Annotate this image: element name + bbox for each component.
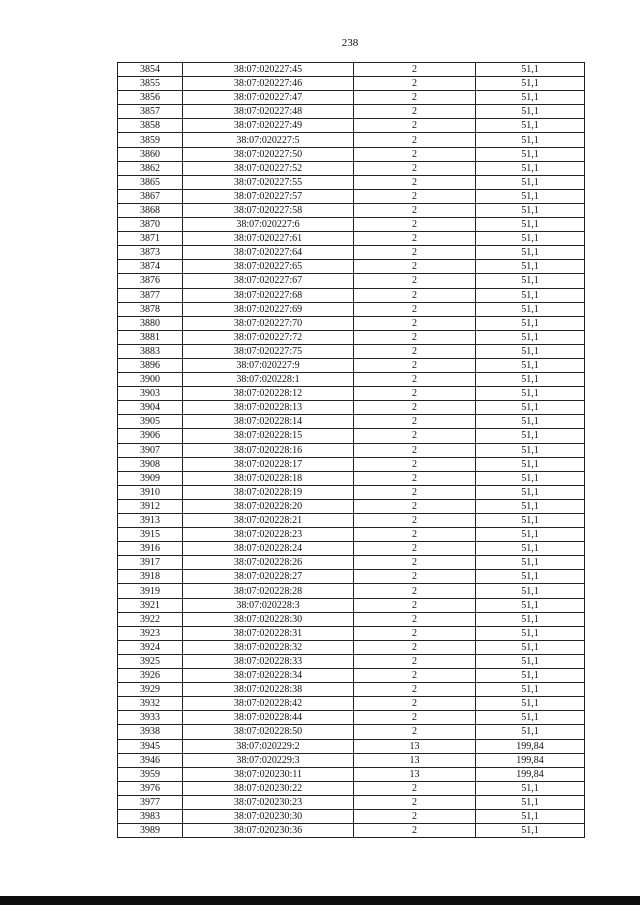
- area-cell: 51,1: [476, 344, 585, 358]
- count-cell: 2: [354, 542, 476, 556]
- cadastral-number-cell: 38:07:020228:28: [183, 584, 354, 598]
- table-row: [118, 471, 585, 485]
- count-cell: 2: [354, 612, 476, 626]
- area-cell: 51,1: [476, 175, 585, 189]
- table-row: [118, 415, 585, 429]
- area-cell: 51,1: [476, 697, 585, 711]
- area-cell: 51,1: [476, 528, 585, 542]
- table-row: [118, 824, 585, 838]
- table-row: [118, 387, 585, 401]
- row-number-cell: 3946: [118, 753, 183, 767]
- cadastral-number-cell: 38:07:020227:61: [183, 232, 354, 246]
- row-number-cell: 3907: [118, 443, 183, 457]
- count-cell: 2: [354, 189, 476, 203]
- area-cell: 51,1: [476, 274, 585, 288]
- area-cell: 51,1: [476, 218, 585, 232]
- table-row: [118, 809, 585, 823]
- count-cell: 2: [354, 119, 476, 133]
- count-cell: 2: [354, 105, 476, 119]
- cadastral-number-cell: 38:07:020228:19: [183, 485, 354, 499]
- count-cell: 2: [354, 218, 476, 232]
- count-cell: 2: [354, 640, 476, 654]
- area-cell: 51,1: [476, 626, 585, 640]
- row-number-cell: 3873: [118, 246, 183, 260]
- area-cell: 51,1: [476, 683, 585, 697]
- cadastral-number-cell: 38:07:020228:50: [183, 725, 354, 739]
- cadastral-number-cell: 38:07:020228:42: [183, 697, 354, 711]
- row-number-cell: 3921: [118, 598, 183, 612]
- count-cell: 2: [354, 683, 476, 697]
- count-cell: 2: [354, 246, 476, 260]
- cadastral-number-cell: 38:07:020228:38: [183, 683, 354, 697]
- table-row: [118, 443, 585, 457]
- row-number-cell: 3862: [118, 161, 183, 175]
- cadastral-number-cell: 38:07:020227:5: [183, 133, 354, 147]
- area-cell: 199,84: [476, 767, 585, 781]
- table-row: [118, 147, 585, 161]
- cadastral-number-cell: 38:07:020230:11: [183, 767, 354, 781]
- count-cell: 2: [354, 91, 476, 105]
- count-cell: 2: [354, 147, 476, 161]
- cadastral-number-cell: 38:07:020227:58: [183, 203, 354, 217]
- count-cell: 2: [354, 528, 476, 542]
- count-cell: 2: [354, 795, 476, 809]
- cadastral-number-cell: 38:07:020227:69: [183, 302, 354, 316]
- count-cell: 2: [354, 485, 476, 499]
- row-number-cell: 3876: [118, 274, 183, 288]
- row-number-cell: 3867: [118, 189, 183, 203]
- cadastral-number-cell: 38:07:020227:75: [183, 344, 354, 358]
- area-cell: 51,1: [476, 373, 585, 387]
- table-row: [118, 514, 585, 528]
- count-cell: 2: [354, 373, 476, 387]
- row-number-cell: 3959: [118, 767, 183, 781]
- table-row: [118, 612, 585, 626]
- area-cell: 51,1: [476, 147, 585, 161]
- area-cell: 51,1: [476, 91, 585, 105]
- row-number-cell: 3868: [118, 203, 183, 217]
- cadastral-number-cell: 38:07:020228:27: [183, 570, 354, 584]
- cadastral-number-cell: 38:07:020228:34: [183, 669, 354, 683]
- row-number-cell: 3918: [118, 570, 183, 584]
- row-number-cell: 3874: [118, 260, 183, 274]
- area-cell: 51,1: [476, 669, 585, 683]
- table-row: [118, 161, 585, 175]
- count-cell: 13: [354, 753, 476, 767]
- table-row: [118, 753, 585, 767]
- count-cell: 2: [354, 824, 476, 838]
- row-number-cell: 3857: [118, 105, 183, 119]
- area-cell: 51,1: [476, 499, 585, 513]
- table-row: [118, 344, 585, 358]
- count-cell: 2: [354, 471, 476, 485]
- count-cell: 2: [354, 401, 476, 415]
- area-cell: 51,1: [476, 795, 585, 809]
- cadastral-number-cell: 38:07:020228:18: [183, 471, 354, 485]
- count-cell: 2: [354, 133, 476, 147]
- count-cell: 2: [354, 302, 476, 316]
- count-cell: 2: [354, 584, 476, 598]
- cadastral-number-cell: 38:07:020229:3: [183, 753, 354, 767]
- area-cell: 51,1: [476, 598, 585, 612]
- count-cell: 2: [354, 457, 476, 471]
- table-row: [118, 795, 585, 809]
- row-number-cell: 3883: [118, 344, 183, 358]
- area-cell: 51,1: [476, 725, 585, 739]
- table-row: [118, 654, 585, 668]
- table-row: [118, 725, 585, 739]
- cadastral-number-cell: 38:07:020227:46: [183, 77, 354, 91]
- table-row: [118, 358, 585, 372]
- cadastral-number-cell: 38:07:020228:24: [183, 542, 354, 556]
- cadastral-number-cell: 38:07:020227:72: [183, 330, 354, 344]
- count-cell: 2: [354, 387, 476, 401]
- count-cell: 2: [354, 443, 476, 457]
- cadastral-number-cell: 38:07:020227:50: [183, 147, 354, 161]
- area-cell: 51,1: [476, 77, 585, 91]
- area-cell: 51,1: [476, 401, 585, 415]
- table-row: [118, 697, 585, 711]
- area-cell: 51,1: [476, 570, 585, 584]
- area-cell: 51,1: [476, 415, 585, 429]
- row-number-cell: 3858: [118, 119, 183, 133]
- table-row: [118, 77, 585, 91]
- table-row: [118, 330, 585, 344]
- row-number-cell: 3922: [118, 612, 183, 626]
- count-cell: 2: [354, 77, 476, 91]
- row-number-cell: 3896: [118, 358, 183, 372]
- table-row: [118, 626, 585, 640]
- row-number-cell: 3913: [118, 514, 183, 528]
- table-row: [118, 767, 585, 781]
- cadastral-number-cell: 38:07:020230:22: [183, 781, 354, 795]
- area-cell: 51,1: [476, 63, 585, 77]
- cadastral-number-cell: 38:07:020227:45: [183, 63, 354, 77]
- row-number-cell: 3919: [118, 584, 183, 598]
- table-row: [118, 781, 585, 795]
- area-cell: 51,1: [476, 133, 585, 147]
- area-cell: 51,1: [476, 105, 585, 119]
- cadastral-number-cell: 38:07:020228:32: [183, 640, 354, 654]
- row-number-cell: 3859: [118, 133, 183, 147]
- table-row: [118, 91, 585, 105]
- row-number-cell: 3924: [118, 640, 183, 654]
- count-cell: 2: [354, 203, 476, 217]
- cadastral-number-cell: 38:07:020228:13: [183, 401, 354, 415]
- row-number-cell: 3933: [118, 711, 183, 725]
- scan-bottom-edge: [0, 896, 640, 905]
- count-cell: 2: [354, 330, 476, 344]
- registry-table: [117, 62, 585, 838]
- count-cell: 2: [354, 654, 476, 668]
- row-number-cell: 3929: [118, 683, 183, 697]
- count-cell: 2: [354, 63, 476, 77]
- cadastral-number-cell: 38:07:020230:23: [183, 795, 354, 809]
- row-number-cell: 3916: [118, 542, 183, 556]
- row-number-cell: 3910: [118, 485, 183, 499]
- count-cell: 2: [354, 344, 476, 358]
- table-row: [118, 119, 585, 133]
- row-number-cell: 3860: [118, 147, 183, 161]
- row-number-cell: 3977: [118, 795, 183, 809]
- area-cell: 51,1: [476, 330, 585, 344]
- row-number-cell: 3909: [118, 471, 183, 485]
- row-number-cell: 3904: [118, 401, 183, 415]
- row-number-cell: 3989: [118, 824, 183, 838]
- table-row: [118, 288, 585, 302]
- area-cell: 51,1: [476, 358, 585, 372]
- table-row: [118, 542, 585, 556]
- count-cell: 2: [354, 161, 476, 175]
- cadastral-number-cell: 38:07:020228:1: [183, 373, 354, 387]
- cadastral-number-cell: 38:07:020227:47: [183, 91, 354, 105]
- row-number-cell: 3855: [118, 77, 183, 91]
- table-row: [118, 105, 585, 119]
- cadastral-number-cell: 38:07:020227:70: [183, 316, 354, 330]
- cadastral-number-cell: 38:07:020228:17: [183, 457, 354, 471]
- row-number-cell: 3880: [118, 316, 183, 330]
- table-row: [118, 189, 585, 203]
- count-cell: 2: [354, 598, 476, 612]
- table-row: [118, 711, 585, 725]
- row-number-cell: 3932: [118, 697, 183, 711]
- table-row: [118, 274, 585, 288]
- table-row: [118, 373, 585, 387]
- row-number-cell: 3881: [118, 330, 183, 344]
- table-row: [118, 133, 585, 147]
- cadastral-number-cell: 38:07:020228:33: [183, 654, 354, 668]
- area-cell: 51,1: [476, 612, 585, 626]
- row-number-cell: 3900: [118, 373, 183, 387]
- cadastral-number-cell: 38:07:020227:9: [183, 358, 354, 372]
- count-cell: 2: [354, 415, 476, 429]
- count-cell: 13: [354, 739, 476, 753]
- cadastral-number-cell: 38:07:020227:65: [183, 260, 354, 274]
- count-cell: 2: [354, 697, 476, 711]
- cadastral-number-cell: 38:07:020227:67: [183, 274, 354, 288]
- row-number-cell: 3878: [118, 302, 183, 316]
- area-cell: 51,1: [476, 809, 585, 823]
- cadastral-number-cell: 38:07:020227:6: [183, 218, 354, 232]
- table-row: [118, 429, 585, 443]
- count-cell: 2: [354, 232, 476, 246]
- cadastral-number-cell: 38:07:020229:2: [183, 739, 354, 753]
- cadastral-number-cell: 38:07:020228:16: [183, 443, 354, 457]
- table-row: [118, 63, 585, 77]
- area-cell: 51,1: [476, 387, 585, 401]
- count-cell: 2: [354, 429, 476, 443]
- table-row: [118, 457, 585, 471]
- cadastral-number-cell: 38:07:020228:44: [183, 711, 354, 725]
- row-number-cell: 3917: [118, 556, 183, 570]
- table-row: [118, 218, 585, 232]
- table-row: [118, 669, 585, 683]
- count-cell: 2: [354, 316, 476, 330]
- row-number-cell: 3870: [118, 218, 183, 232]
- row-number-cell: 3938: [118, 725, 183, 739]
- area-cell: 51,1: [476, 302, 585, 316]
- row-number-cell: 3903: [118, 387, 183, 401]
- table-row: [118, 260, 585, 274]
- count-cell: 2: [354, 499, 476, 513]
- area-cell: 51,1: [476, 556, 585, 570]
- row-number-cell: 3976: [118, 781, 183, 795]
- table-row: [118, 232, 585, 246]
- row-number-cell: 3912: [118, 499, 183, 513]
- area-cell: 51,1: [476, 514, 585, 528]
- table-row: [118, 302, 585, 316]
- count-cell: 2: [354, 809, 476, 823]
- table-row: [118, 556, 585, 570]
- count-cell: 13: [354, 767, 476, 781]
- area-cell: 51,1: [476, 246, 585, 260]
- cadastral-number-cell: 38:07:020230:36: [183, 824, 354, 838]
- row-number-cell: 3983: [118, 809, 183, 823]
- area-cell: 51,1: [476, 457, 585, 471]
- table-row: [118, 528, 585, 542]
- cadastral-number-cell: 38:07:020227:68: [183, 288, 354, 302]
- cadastral-number-cell: 38:07:020228:31: [183, 626, 354, 640]
- area-cell: 51,1: [476, 781, 585, 795]
- area-cell: 199,84: [476, 753, 585, 767]
- row-number-cell: 3926: [118, 669, 183, 683]
- cadastral-number-cell: 38:07:020230:30: [183, 809, 354, 823]
- count-cell: 2: [354, 175, 476, 189]
- table-row: [118, 499, 585, 513]
- count-cell: 2: [354, 781, 476, 795]
- cadastral-number-cell: 38:07:020228:30: [183, 612, 354, 626]
- cadastral-number-cell: 38:07:020228:21: [183, 514, 354, 528]
- row-number-cell: 3856: [118, 91, 183, 105]
- row-number-cell: 3877: [118, 288, 183, 302]
- area-cell: 51,1: [476, 542, 585, 556]
- table-row: [118, 485, 585, 499]
- table-row: [118, 175, 585, 189]
- row-number-cell: 3925: [118, 654, 183, 668]
- table-row: [118, 570, 585, 584]
- page-number: 238: [341, 37, 359, 49]
- row-number-cell: 3923: [118, 626, 183, 640]
- row-number-cell: 3945: [118, 739, 183, 753]
- area-cell: 51,1: [476, 429, 585, 443]
- cadastral-number-cell: 38:07:020227:49: [183, 119, 354, 133]
- cadastral-number-cell: 38:07:020227:52: [183, 161, 354, 175]
- count-cell: 2: [354, 711, 476, 725]
- area-cell: 199,84: [476, 739, 585, 753]
- cadastral-number-cell: 38:07:020228:3: [183, 598, 354, 612]
- area-cell: 51,1: [476, 316, 585, 330]
- area-cell: 51,1: [476, 485, 585, 499]
- table-row: [118, 401, 585, 415]
- table-row: [118, 246, 585, 260]
- area-cell: 51,1: [476, 288, 585, 302]
- row-number-cell: 3906: [118, 429, 183, 443]
- cadastral-number-cell: 38:07:020227:57: [183, 189, 354, 203]
- area-cell: 51,1: [476, 471, 585, 485]
- cadastral-number-cell: 38:07:020227:64: [183, 246, 354, 260]
- row-number-cell: 3905: [118, 415, 183, 429]
- cadastral-number-cell: 38:07:020227:48: [183, 105, 354, 119]
- row-number-cell: 3854: [118, 63, 183, 77]
- table-row: [118, 316, 585, 330]
- area-cell: 51,1: [476, 119, 585, 133]
- area-cell: 51,1: [476, 161, 585, 175]
- cadastral-number-cell: 38:07:020228:23: [183, 528, 354, 542]
- table-row: [118, 739, 585, 753]
- cadastral-number-cell: 38:07:020228:12: [183, 387, 354, 401]
- table-row: [118, 598, 585, 612]
- area-cell: 51,1: [476, 711, 585, 725]
- area-cell: 51,1: [476, 824, 585, 838]
- count-cell: 2: [354, 260, 476, 274]
- count-cell: 2: [354, 274, 476, 288]
- area-cell: 51,1: [476, 203, 585, 217]
- area-cell: 51,1: [476, 189, 585, 203]
- count-cell: 2: [354, 669, 476, 683]
- area-cell: 51,1: [476, 443, 585, 457]
- row-number-cell: 3908: [118, 457, 183, 471]
- table-row: [118, 203, 585, 217]
- count-cell: 2: [354, 358, 476, 372]
- cadastral-number-cell: 38:07:020228:15: [183, 429, 354, 443]
- cadastral-number-cell: 38:07:020228:14: [183, 415, 354, 429]
- count-cell: 2: [354, 626, 476, 640]
- area-cell: 51,1: [476, 654, 585, 668]
- count-cell: 2: [354, 288, 476, 302]
- cadastral-number-cell: 38:07:020228:20: [183, 499, 354, 513]
- area-cell: 51,1: [476, 232, 585, 246]
- count-cell: 2: [354, 556, 476, 570]
- area-cell: 51,1: [476, 260, 585, 274]
- cadastral-number-cell: 38:07:020227:55: [183, 175, 354, 189]
- count-cell: 2: [354, 570, 476, 584]
- count-cell: 2: [354, 514, 476, 528]
- area-cell: 51,1: [476, 640, 585, 654]
- count-cell: 2: [354, 725, 476, 739]
- cadastral-number-cell: 38:07:020228:26: [183, 556, 354, 570]
- table-row: [118, 584, 585, 598]
- area-cell: 51,1: [476, 584, 585, 598]
- row-number-cell: 3871: [118, 232, 183, 246]
- registry-table-body: [118, 63, 585, 838]
- table-row: [118, 683, 585, 697]
- row-number-cell: 3915: [118, 528, 183, 542]
- row-number-cell: 3865: [118, 175, 183, 189]
- table-row: [118, 640, 585, 654]
